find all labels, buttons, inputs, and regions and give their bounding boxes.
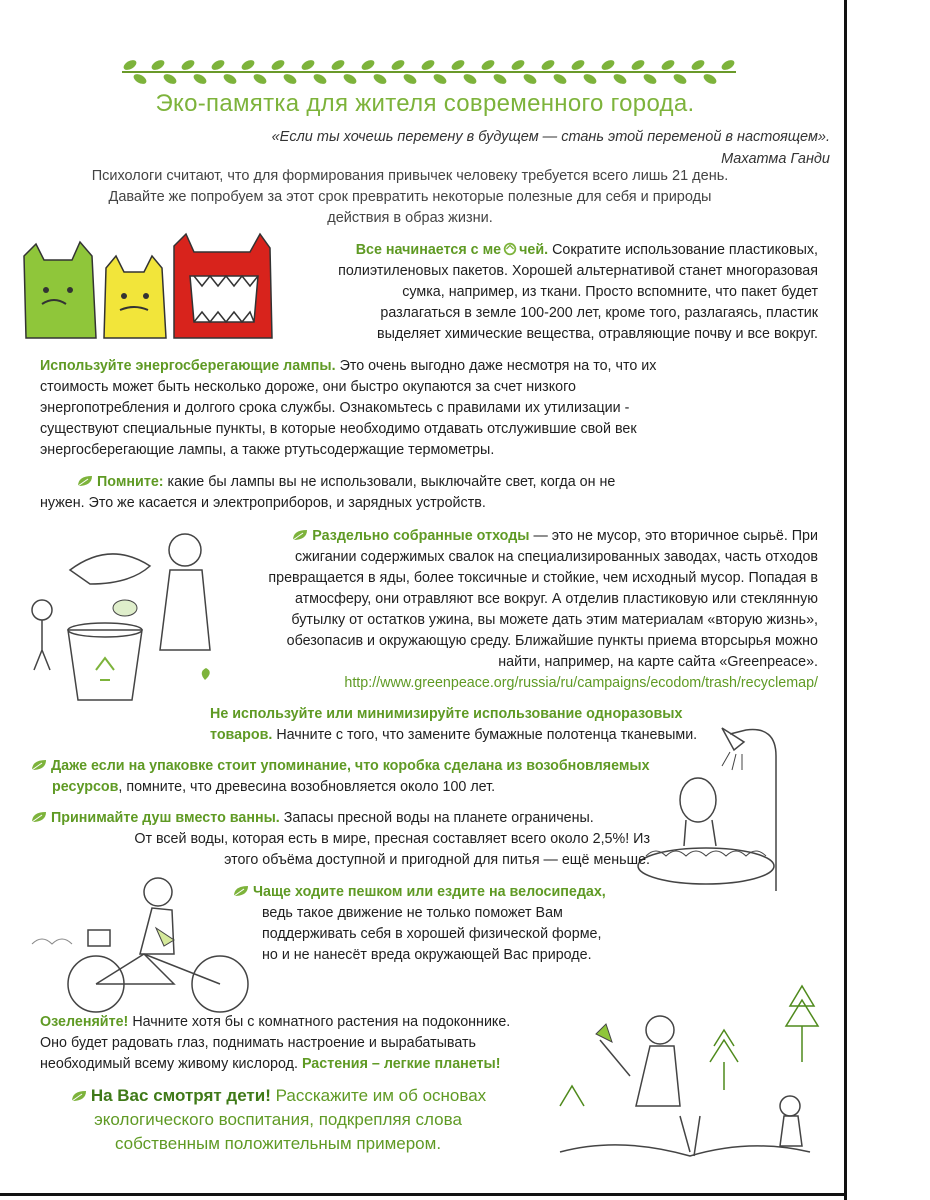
remember-section [40, 472, 740, 514]
waste-line: — это не мусор, это вторичное сырьё. При [533, 528, 818, 544]
disposable-heading: товаров. [210, 727, 273, 743]
lamps-line: Это очень выгодно даже несмотря на то, что их [339, 358, 657, 374]
intro-paragraph [30, 166, 790, 229]
bags-line: разлагаться в земле 100-200 лет, кроме того, разлагаясь, пластик [380, 305, 818, 321]
leaf-icon [232, 884, 250, 898]
shower-line: От всей воды, которая есть в мире, пресная составляет всего около 2,5%! Из [134, 831, 650, 847]
remember-heading: Помните: [97, 474, 164, 490]
children-line: экологического воспитания, подкрепляя слова [94, 1110, 462, 1129]
shower-illustration [626, 716, 816, 896]
shower-text [30, 808, 650, 871]
waste-line: превращается в яды, более токсичные и стойкие, чем исходный мусор. Попадая в [268, 570, 818, 586]
greenpeace-map-link[interactable]: http://www.greenpeace.org/russia/ru/campaigns/ecodom/trash/recyclemap/ [344, 675, 818, 691]
plastic-bags-illustration [14, 226, 276, 350]
page-title: Эко-памятка для жителя современного города. [155, 90, 695, 117]
packaging-section [30, 756, 690, 798]
walk-section [232, 882, 632, 966]
leaf-icon [70, 1089, 88, 1103]
bags-line: сумка, например, из ткани. Просто вспомните, что пакет будет [402, 284, 818, 300]
lamps-heading: Используйте энергосберегающие лампы. [40, 358, 336, 374]
shower-heading: Принимайте душ вместо ванны. [51, 810, 280, 826]
remember-line: какие бы лампы вы не использовали, выключайте свет, когда он не [167, 474, 616, 490]
children-section [58, 1084, 498, 1156]
lamps-line: существуют специальные пункты, в которые необходимо отдавать отслужившие свой век [40, 421, 637, 437]
quote-author: Махатма Ганди [721, 151, 830, 167]
bags-line: полиэтиленовых пакетов. Хорошей альтернативой станет многоразовая [338, 263, 818, 279]
lamps-line: стоимость может быть несколько дороже, они быстро окупаются за счет низкого [40, 379, 576, 395]
recycling-illustration [20, 520, 230, 710]
leaf-icon [30, 758, 48, 772]
disposable-text: Начните с того, что замените бумажные полотенца тканевыми. [276, 727, 698, 743]
walk-heading: Чаще ходите пешком или ездите на велосипедах, [253, 884, 606, 900]
shower-line: Запасы пресной воды на планете ограничены. [283, 810, 594, 826]
lamps-line: энергосберегающие лампы, а также ртутьсодержащие термометры. [40, 442, 495, 458]
leaf-icon [30, 810, 48, 824]
green-slogan: Растения – легкие планеты! [301, 1056, 501, 1072]
planting-illustration [540, 966, 830, 1166]
page-border [844, 0, 847, 1200]
lamps-line: энергопотребления и долгого срока службы. Ознакомьтесь с правилами их утилизации - [40, 400, 630, 416]
green-section [40, 1012, 560, 1075]
leaf-garland-icon [118, 56, 740, 88]
waste-line: сжигании содержимых свалок на специализированных заводах, часть отходов [294, 549, 818, 565]
page-border [0, 1193, 847, 1196]
waste-line: обезопасив и окружающую среду. Ближайшие пункты приема вторсырья можно [286, 633, 818, 649]
disposable-heading: Не используйте или минимизируйте использование одноразовых [210, 706, 683, 722]
children-heading: На Вас смотрят дети! [90, 1086, 271, 1105]
leaf-icon [76, 474, 94, 488]
intro-line: Психологи считают, что для формирования привычек человеку требуется всего лишь 21 день. [91, 168, 729, 184]
leaf-icon [291, 528, 309, 542]
children-line: Расскажите им об основах [275, 1086, 487, 1105]
waste-line: атмосферу, они отравляют все вокруг. А отделив пластиковую или стеклянную [294, 591, 818, 607]
remember-line: нужен. Это же касается и электроприборов, и зарядных устройств. [40, 495, 486, 511]
bags-line: выделяет химические вещества, отравляющие почву и все вокруг. [377, 326, 818, 342]
cyclist-illustration [24, 866, 262, 1016]
green-line: необходимый всему живому кислород. [40, 1056, 298, 1072]
bags-heading: Все начинается с ме [355, 242, 502, 258]
shower-line: этого объёма доступной и пригодной для питья — ещё меньше. [224, 852, 650, 868]
packaging-heading: Даже если на упаковке стоит упоминание, что коробка сделана из возобновляемых [51, 758, 650, 774]
bags-line: Сократите использование пластиковых, [552, 242, 818, 258]
children-line: собственным положительным примером. [114, 1134, 442, 1153]
epigraph [272, 126, 830, 170]
waste-line: найти, например, на карте сайта «Greenpeace». [498, 654, 818, 670]
intro-line: Давайте же попробуем за этот срок превратить некоторые полезные для себя и природы [108, 189, 712, 205]
lamps-section [40, 356, 740, 461]
bags-section [278, 240, 818, 345]
walk-line: поддерживать себя в хорошей физической форме, [262, 926, 602, 942]
waste-heading: Раздельно собранные отходы [312, 528, 530, 544]
quote-text: «Если ты хочешь перемену в будущем — стань этой переменой в настоящем». [271, 129, 830, 145]
packaging-text: , помните, что древесина возобновляется около 100 лет. [118, 779, 496, 795]
intro-line: действия в образ жизни. [327, 210, 493, 226]
walk-line: ведь такое движение не только поможет Вам [262, 905, 563, 921]
recycle-icon [502, 242, 518, 256]
bags-heading-end: чей. [519, 242, 549, 258]
walk-line: но и не нанесёт вреда окружающей Вас природе. [262, 947, 592, 963]
green-heading: Озеленяйте! [40, 1014, 129, 1030]
waste-section [218, 526, 818, 694]
waste-line: бутылку от остатков ужина, вы можете дать этим материалам «вторую жизнь», [291, 612, 818, 628]
packaging-heading: ресурсов [52, 779, 119, 795]
green-line: Оно будет радовать глаз, поднимать настроение и вырабатывать [40, 1035, 476, 1051]
green-line: Начните хотя бы с комнатного растения на подоконнике. [132, 1014, 511, 1030]
